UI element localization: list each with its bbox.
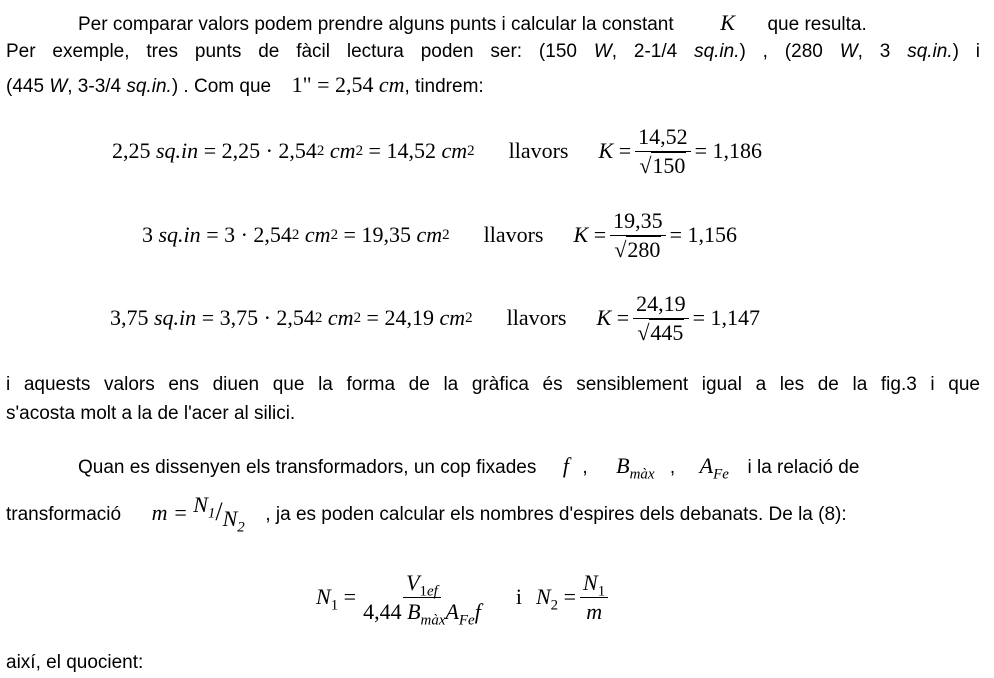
- n1-fraction: $\frac{V_{1ef}}{4,44 B_{màx}A_{Fe}f}$: [363, 570, 481, 628]
- k-fraction: $\frac{19,35}{√280}$: [610, 209, 666, 260]
- k-symbol: K: [720, 10, 735, 35]
- equation-3: 3,75 sq.in = 3,75 · 2,54 2 cm 2 = 24,19 cm 2 llavors K = $\frac{24,19}{√445}$ = 1,147: [110, 291, 761, 345]
- p2-line2: s'acosta molt a la de l'acer al silici.: [6, 403, 296, 424]
- k-fraction: $\frac{24,19}{√445}$: [633, 292, 689, 343]
- p3-line2: transformació $m = N_1/N_2$ , ja es poden calcular els nombres d'espires dels debanats. De la (8):: [6, 492, 847, 536]
- p1-text: que resulta.: [767, 14, 867, 35]
- llavors-label: llavors: [508, 138, 569, 163]
- llavors-label: llavors: [506, 305, 567, 330]
- turns-formula: $N_1$ = $\frac{V_{1ef}}{4,44 B_{màx}A_{Fe}f}$ i $N_2$ = $\frac{N_1}{m}$: [316, 562, 612, 632]
- k-fraction: $\frac{14,52}{√150}$: [635, 125, 691, 176]
- f-symbol: f: [562, 453, 570, 478]
- m-equation: m =: [151, 500, 188, 525]
- n2-fraction: $\frac{N_1}{m}$: [580, 571, 608, 622]
- inch-equation: 1" = 2,54: [291, 72, 374, 97]
- equation-2: 3 sq.in = 3 · 2,54 2 cm 2 = 19,35 cm 2 llavors K = $\frac{19,35}{√280}$ = 1,156: [142, 208, 738, 262]
- llavors-label: llavors: [483, 222, 544, 247]
- p1-line3: (445 W, 3-3/4 sq.in.) . Com que 1" = 2,54 cm, tindrem:: [6, 72, 484, 97]
- p4-line1: així, el quocient:: [6, 652, 144, 673]
- p3-line1: Quan es dissenyen els transformadors, un cop fixades f , $B_{màx}$ , $A_{Fe}$ i la relació de: [78, 453, 860, 483]
- p1-text: Per comparar valors podem prendre alguns punts i calcular la constant: [78, 14, 674, 35]
- p1-line1: [78, 10, 867, 36]
- p1-line2: Per exemple, tres punts de fàcil lectura poden ser: (150 W, 2-1/4 sq.in.) , (280 W, 3 sq.in.) i: [6, 41, 981, 62]
- a-fe-symbol: $A_{Fe}$: [699, 453, 729, 483]
- equation-1: 2,25 sq.in = 2,25 · 2,54 2 cm 2 = 14,52 cm 2 llavors K = $\frac{14,52}{√150}$ = 1,186: [112, 124, 763, 178]
- b-max-symbol: $B_{màx}$: [616, 453, 655, 483]
- p2-line1: i aquests valors ens diuen que la forma de la gràfica és sensiblement igual a les de la fig.3 i que: [6, 374, 980, 395]
